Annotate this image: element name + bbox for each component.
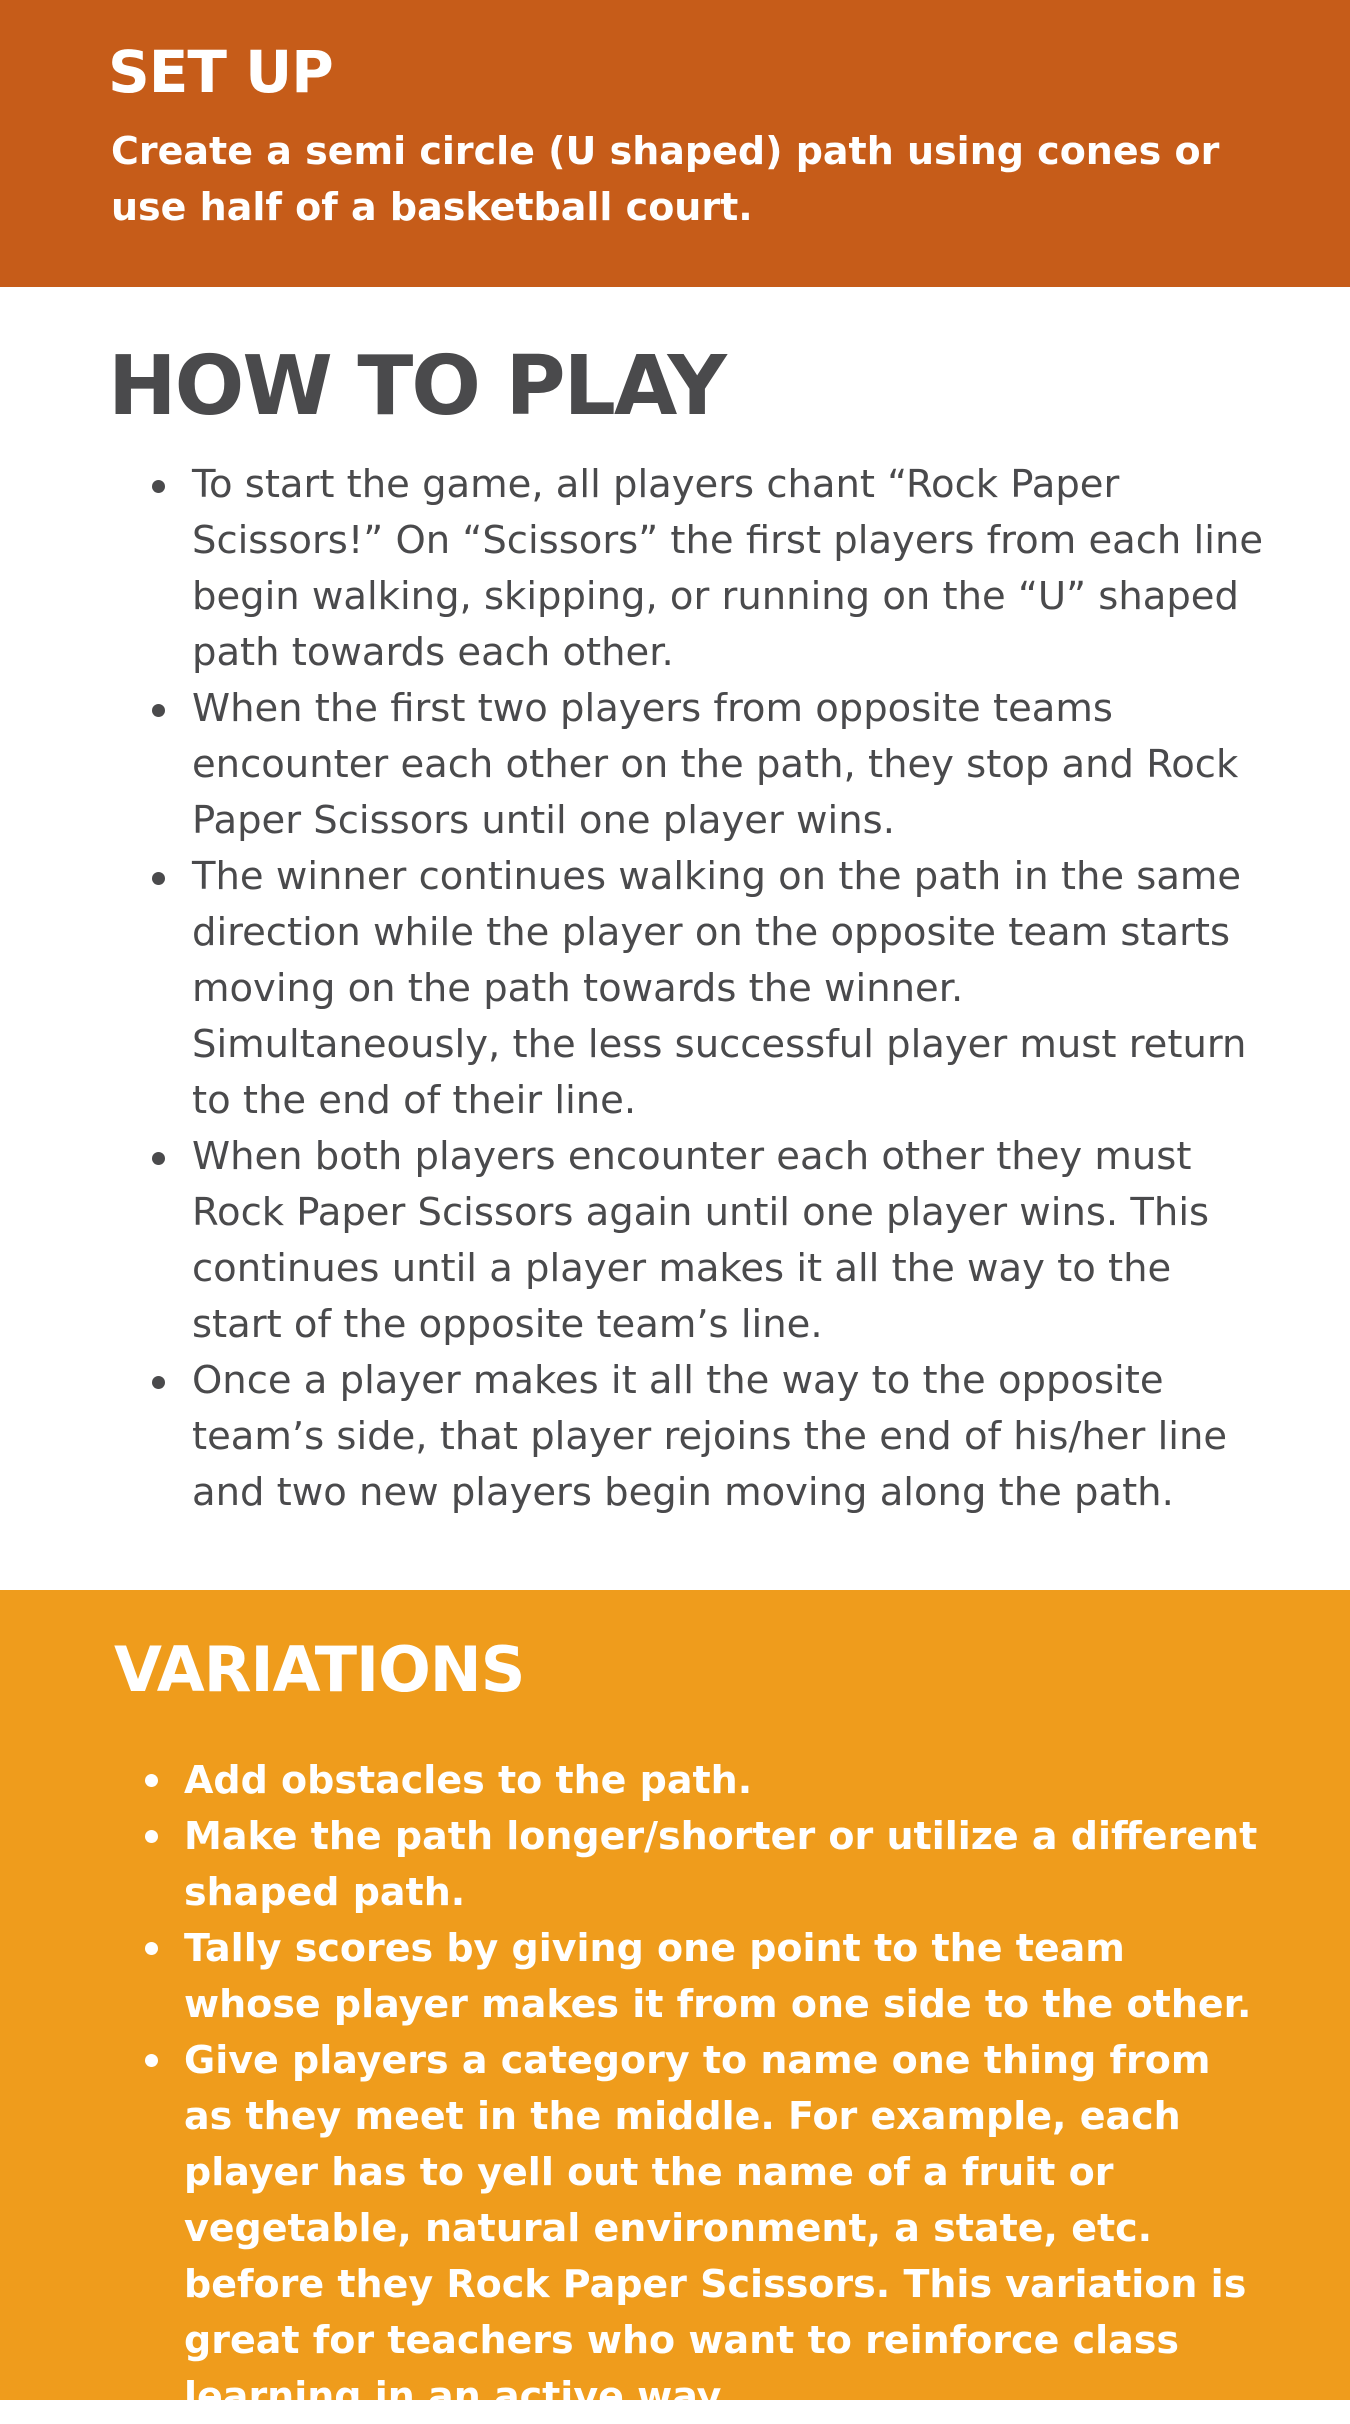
- variation-item: Add obstacles to the path.: [0, 1752, 1270, 1808]
- how-to-play-list: [0, 457, 1350, 1521]
- setup-heading: SET UP: [108, 38, 333, 106]
- how-to-play-step: When the first two players from opposite teams encounter each other on the path, they stop and Rock Paper Scissors until one player wins.: [0, 681, 1272, 849]
- variations-heading: VARIATIONS: [114, 1633, 525, 1706]
- how-to-play-step: To start the game, all players chant “Rock Paper Scissors!” On “Scissors” the first players from each line begin walking, skipping, or running on the “U” shaped path towards each other.: [0, 457, 1272, 681]
- variations-section: [0, 1590, 1350, 2418]
- how-to-play-step: The winner continues walking on the path in the same direction while the player on the opposite team starts moving on the path towards the winner. Simultaneously, the less successful player must return to the end of their line.: [0, 849, 1272, 1129]
- variation-item: Give players a category to name one thing from as they meet in the middle. For example, each player has to yell out the name of a fruit or vegetable, natural environment, a state, etc. before they Rock Paper Scissors. This variation is great for teachers who want to reinforce class learning in an active way.: [0, 2032, 1270, 2424]
- how-to-play-step: Once a player makes it all the way to the opposite team’s side, that player rejoins the end of his/her line and two new players begin moving along the path.: [0, 1353, 1272, 1521]
- variation-item: Tally scores by giving one point to the team whose player makes it from one side to the other.: [0, 1920, 1270, 2032]
- setup-description: Create a semi circle (U shaped) path using cones or use half of a basketball court.: [111, 129, 1220, 229]
- variation-item: Make the path longer/shorter or utilize a different shaped path.: [0, 1808, 1270, 1920]
- how-to-play-heading: HOW TO PLAY: [108, 339, 725, 434]
- variations-list: [0, 1752, 1350, 2424]
- how-to-play-step: When both players encounter each other they must Rock Paper Scissors again until one player wins. This continues until a player makes it all the way to the start of the opposite team’s line.: [0, 1129, 1272, 1353]
- setup-section: [0, 0, 1350, 287]
- how-to-play-section: [0, 287, 1350, 1590]
